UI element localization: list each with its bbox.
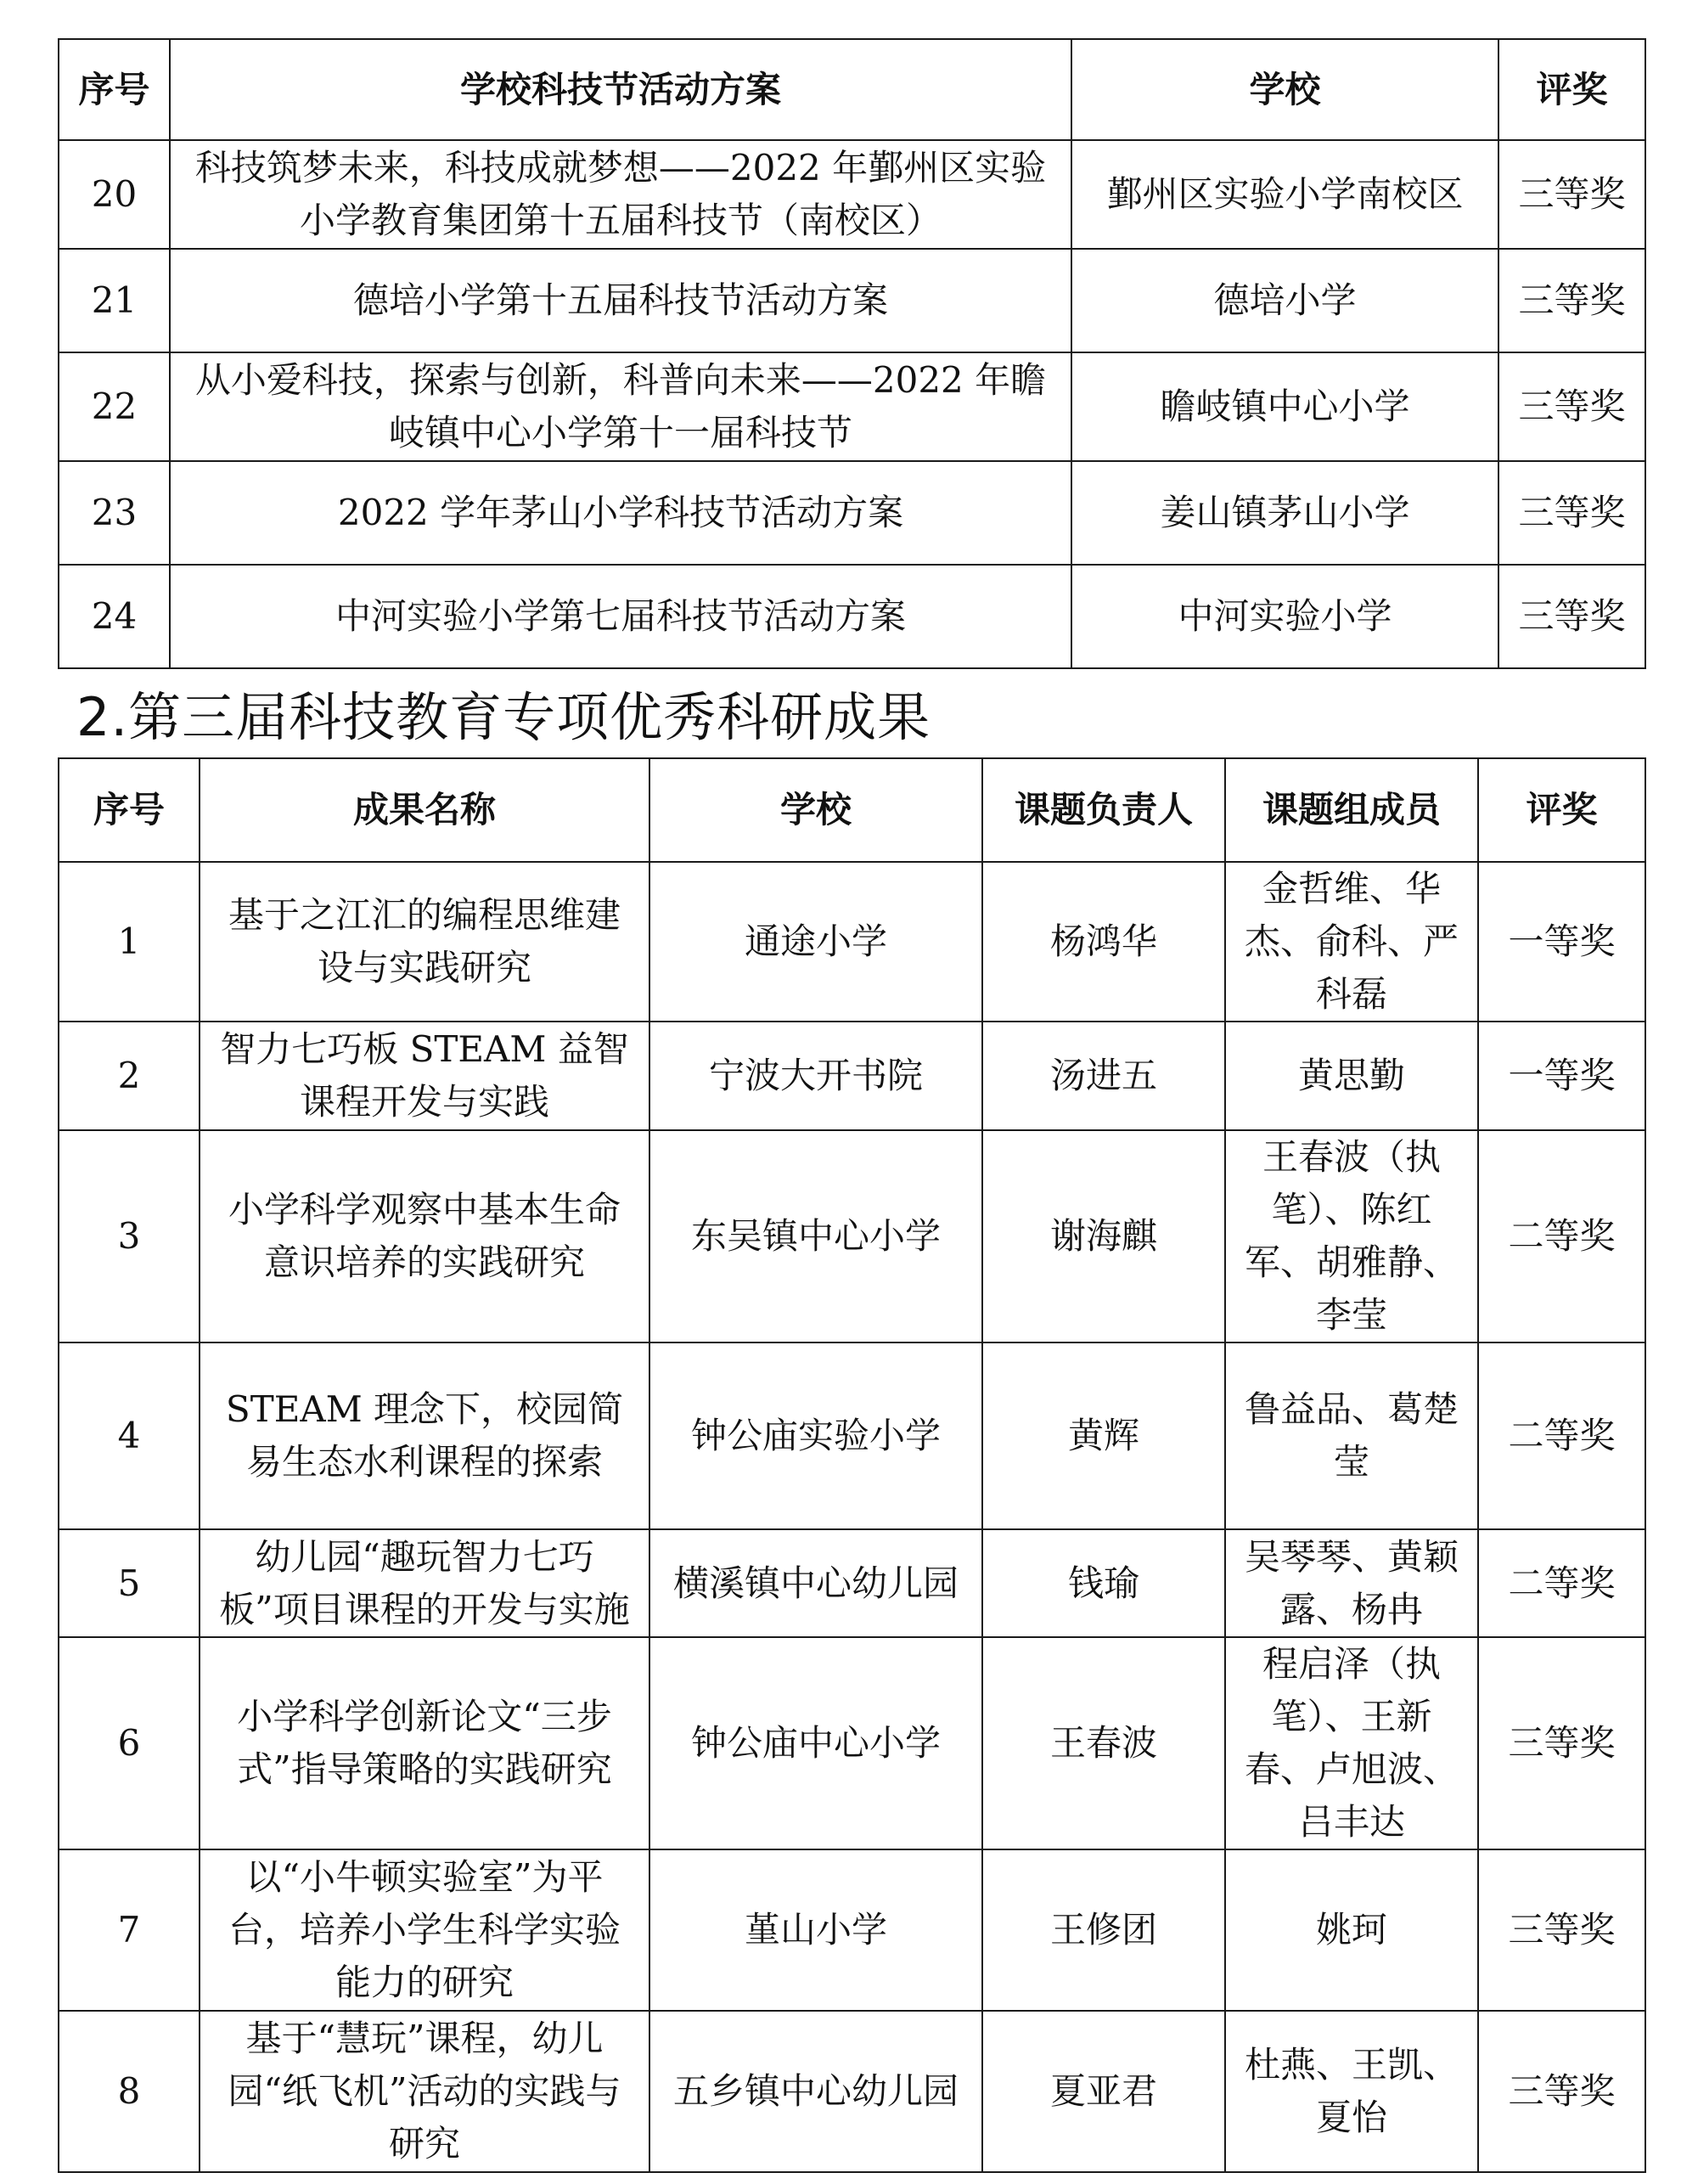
header-index: 序号 <box>59 758 200 862</box>
row-school: 横溪镇中心幼儿园 <box>649 1529 982 1637</box>
row-index: 23 <box>59 461 170 565</box>
row-award: 三等奖 <box>1498 140 1645 249</box>
table-row <box>59 352 1645 461</box>
row-school: 东吴镇中心小学 <box>649 1130 982 1342</box>
row-leader: 杨鸿华 <box>982 862 1225 1022</box>
row-leader: 汤进五 <box>982 1022 1225 1130</box>
row-index: 5 <box>59 1529 200 1637</box>
row-index: 4 <box>59 1342 200 1529</box>
row-leader: 王春波 <box>982 1637 1225 1849</box>
row-school: 德培小学 <box>1071 249 1498 352</box>
row-leader: 夏亚君 <box>982 2011 1225 2172</box>
table-row <box>59 1637 1645 1849</box>
row-index: 1 <box>59 862 200 1022</box>
table-row <box>59 862 1645 1022</box>
row-award: 三等奖 <box>1478 1637 1645 1849</box>
section-heading: 2.第三届科技教育专项优秀科研成果 <box>76 686 931 748</box>
table-row <box>59 249 1645 352</box>
row-index: 22 <box>59 352 170 461</box>
row-school: 堇山小学 <box>649 1849 982 2011</box>
table-row <box>59 2011 1645 2172</box>
row-members: 姚珂 <box>1225 1849 1478 2011</box>
row-members: 杜燕、王凯、夏怡 <box>1225 2011 1478 2172</box>
row-result-name: STEAM 理念下，校园简易生态水利课程的探索 <box>200 1342 649 1529</box>
row-school: 钟公庙中心小学 <box>649 1637 982 1849</box>
row-index: 6 <box>59 1637 200 1849</box>
row-plan: 德培小学第十五届科技节活动方案 <box>170 249 1071 352</box>
row-index: 21 <box>59 249 170 352</box>
row-school: 中河实验小学 <box>1071 565 1498 668</box>
row-school: 钟公庙实验小学 <box>649 1342 982 1529</box>
row-award: 三等奖 <box>1498 352 1645 461</box>
row-plan: 科技筑梦未来，科技成就梦想——2022 年鄞州区实验小学教育集团第十五届科技节（南校区） <box>170 140 1071 249</box>
row-members: 吴琴琴、黄颖露、杨冉 <box>1225 1529 1478 1637</box>
row-result-name: 智力七巧板 STEAM 益智课程开发与实践 <box>200 1022 649 1130</box>
table-row <box>59 461 1645 565</box>
table-row <box>59 1529 1645 1637</box>
row-index: 2 <box>59 1022 200 1130</box>
row-members: 黄思勤 <box>1225 1022 1478 1130</box>
row-index: 24 <box>59 565 170 668</box>
header-award: 评奖 <box>1498 39 1645 140</box>
row-award: 三等奖 <box>1498 565 1645 668</box>
row-leader: 黄辉 <box>982 1342 1225 1529</box>
row-school: 通途小学 <box>649 862 982 1022</box>
row-award: 三等奖 <box>1498 461 1645 565</box>
row-index: 20 <box>59 140 170 249</box>
row-result-name: 以“小牛顿实验室”为平台，培养小学生科学实验能力的研究 <box>200 1849 649 2011</box>
row-school: 鄞州区实验小学南校区 <box>1071 140 1498 249</box>
header-school: 学校 <box>649 758 982 862</box>
row-index: 7 <box>59 1849 200 2011</box>
table-row <box>59 1022 1645 1130</box>
row-plan: 2022 学年茅山小学科技节活动方案 <box>170 461 1071 565</box>
award-table-research <box>58 757 1646 2173</box>
row-award: 二等奖 <box>1478 1529 1645 1637</box>
row-result-name: 小学科学创新论文“三步式”指导策略的实践研究 <box>200 1637 649 1849</box>
header-award: 评奖 <box>1478 758 1645 862</box>
row-award: 三等奖 <box>1478 2011 1645 2172</box>
table-row <box>59 565 1645 668</box>
table-row <box>59 1849 1645 2011</box>
row-award: 三等奖 <box>1498 249 1645 352</box>
row-award: 一等奖 <box>1478 1022 1645 1130</box>
row-members: 程启泽（执笔）、王新春、卢旭波、吕丰达 <box>1225 1637 1478 1849</box>
row-members: 鲁益品、葛楚莹 <box>1225 1342 1478 1529</box>
row-result-name: 小学科学观察中基本生命意识培养的实践研究 <box>200 1130 649 1342</box>
header-index: 序号 <box>59 39 170 140</box>
header-members: 课题组成员 <box>1225 758 1478 862</box>
header-result-name: 成果名称 <box>200 758 649 862</box>
row-leader: 王修团 <box>982 1849 1225 2011</box>
table-header-row <box>59 39 1645 140</box>
row-leader: 谢海麒 <box>982 1130 1225 1342</box>
row-award: 二等奖 <box>1478 1130 1645 1342</box>
row-index: 8 <box>59 2011 200 2172</box>
row-award: 三等奖 <box>1478 1849 1645 2011</box>
header-school: 学校 <box>1071 39 1498 140</box>
row-plan: 中河实验小学第七届科技节活动方案 <box>170 565 1071 668</box>
row-result-name: 幼儿园“趣玩智力七巧板”项目课程的开发与实施 <box>200 1529 649 1637</box>
award-table-tech-festival <box>58 38 1646 669</box>
header-leader: 课题负责人 <box>982 758 1225 862</box>
table-row <box>59 1130 1645 1342</box>
row-award: 一等奖 <box>1478 862 1645 1022</box>
table-row <box>59 1342 1645 1529</box>
row-result-name: 基于“慧玩”课程，幼儿园“纸飞机”活动的实践与研究 <box>200 2011 649 2172</box>
row-award: 二等奖 <box>1478 1342 1645 1529</box>
row-leader: 钱瑜 <box>982 1529 1225 1637</box>
row-school: 瞻岐镇中心小学 <box>1071 352 1498 461</box>
row-members: 金哲维、华杰、俞科、严科磊 <box>1225 862 1478 1022</box>
row-members: 王春波（执笔）、陈红军、胡雅静、李莹 <box>1225 1130 1478 1342</box>
row-plan: 从小爱科技，探索与创新，科普向未来——2022 年瞻岐镇中心小学第十一届科技节 <box>170 352 1071 461</box>
table-header-row <box>59 758 1645 862</box>
header-plan: 学校科技节活动方案 <box>170 39 1071 140</box>
row-index: 3 <box>59 1130 200 1342</box>
row-school: 姜山镇茅山小学 <box>1071 461 1498 565</box>
table-row <box>59 140 1645 249</box>
row-result-name: 基于之江汇的编程思维建设与实践研究 <box>200 862 649 1022</box>
row-school: 宁波大开书院 <box>649 1022 982 1130</box>
row-school: 五乡镇中心幼儿园 <box>649 2011 982 2172</box>
